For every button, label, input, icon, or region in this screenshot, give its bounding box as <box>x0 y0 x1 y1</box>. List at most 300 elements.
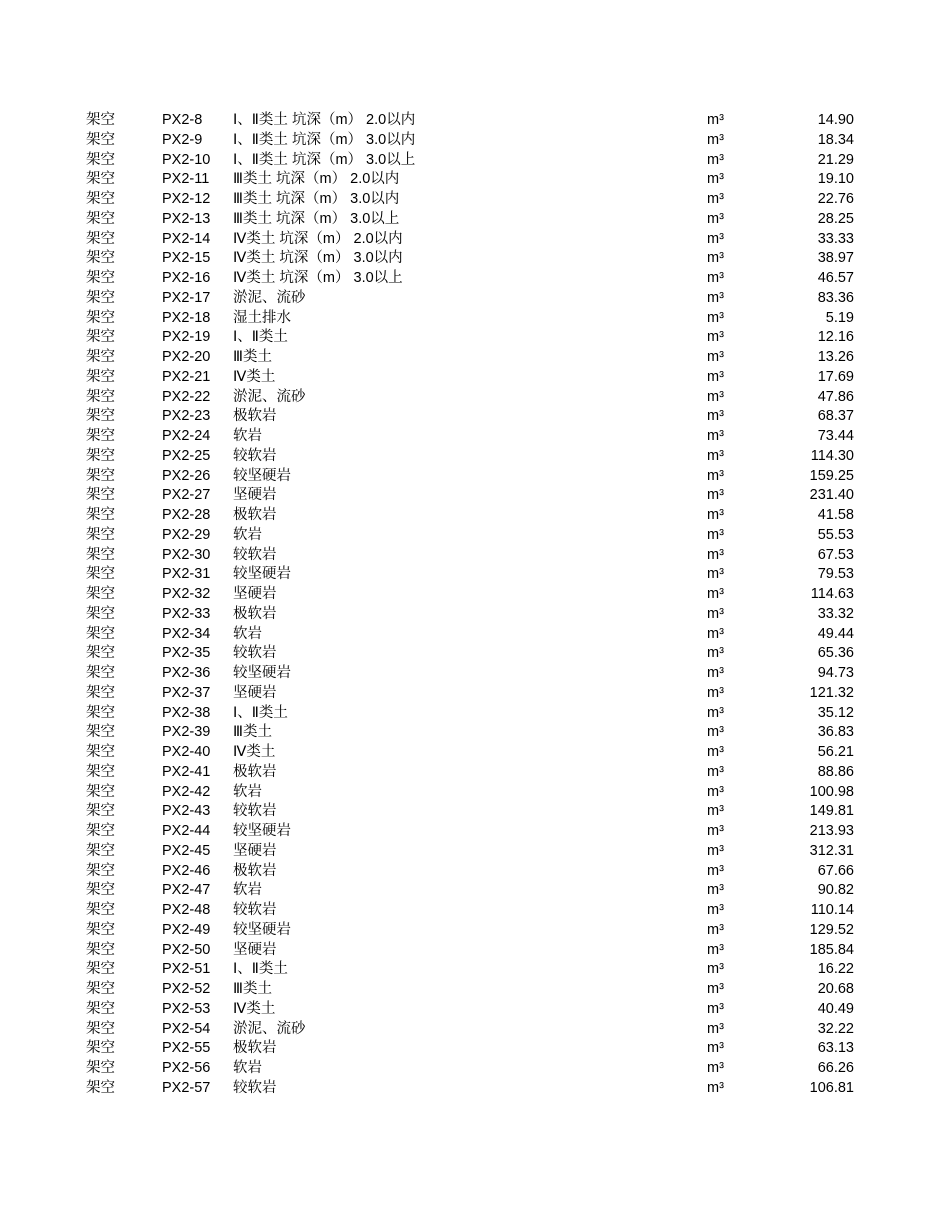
unit-cell: m³ <box>707 862 724 879</box>
unit-cell: m³ <box>707 151 724 168</box>
item-code-cell: PX2-11 <box>162 171 210 188</box>
category-cell: 架空 <box>86 467 115 484</box>
description-cell: 较软岩 <box>233 902 277 918</box>
table-row <box>86 289 866 309</box>
unit-cell: m³ <box>707 1040 724 1057</box>
table-row <box>86 565 866 585</box>
table-row <box>86 625 866 645</box>
table-row <box>86 249 866 269</box>
unit-cell: m³ <box>707 289 724 306</box>
value-cell: 65.36 <box>817 645 854 662</box>
unit-cell: m³ <box>707 625 724 642</box>
category-cell: 架空 <box>86 744 115 760</box>
category-cell: 架空 <box>86 112 115 128</box>
item-code-cell: PX2-17 <box>162 289 211 306</box>
value-cell: 38.97 <box>817 250 854 267</box>
table-row <box>86 230 866 250</box>
value-cell: 56.21 <box>817 744 854 760</box>
category-cell: 架空 <box>86 704 115 721</box>
description-cell: 软岩 <box>233 428 262 444</box>
category-cell: 架空 <box>86 684 115 701</box>
category-cell: 架空 <box>86 1020 115 1037</box>
category-cell: 架空 <box>86 1000 115 1017</box>
item-code-cell: PX2-49 <box>162 921 211 938</box>
unit-cell: m³ <box>707 704 724 721</box>
value-cell: 121.32 <box>809 684 854 701</box>
category-cell: 架空 <box>86 487 115 504</box>
description-cell: 坚硬岩 <box>233 684 277 701</box>
value-cell: 149.81 <box>809 803 854 820</box>
table-row <box>86 960 866 980</box>
value-cell: 68.37 <box>817 408 854 425</box>
unit-cell: m³ <box>707 329 724 346</box>
item-code-cell: PX2-14 <box>162 230 211 247</box>
table-row <box>86 170 866 190</box>
unit-cell: m³ <box>707 1000 724 1017</box>
value-cell: 114.63 <box>810 586 854 602</box>
description-cell: 软岩 <box>233 1060 262 1076</box>
value-cell: 36.83 <box>817 724 854 741</box>
value-cell: 28.25 <box>817 210 854 227</box>
description-cell: 极软岩 <box>233 1040 277 1057</box>
category-cell: 架空 <box>86 902 115 918</box>
value-cell: 213.93 <box>809 823 854 839</box>
table-row <box>86 901 866 921</box>
description-cell: Ⅳ类土 坑深（m） 2.0以内 <box>233 230 403 247</box>
unit-cell: m³ <box>707 210 724 227</box>
category-cell: 架空 <box>86 1040 115 1057</box>
description-cell: 坚硬岩 <box>233 487 277 504</box>
table-row <box>86 348 866 368</box>
item-code-cell: PX2-57 <box>162 1079 211 1096</box>
item-code-cell: PX2-25 <box>162 447 211 464</box>
description-cell: 较坚硬岩 <box>233 921 291 938</box>
unit-cell: m³ <box>707 507 724 523</box>
description-cell: Ⅲ类土 <box>233 981 272 997</box>
value-cell: 19.10 <box>817 171 854 188</box>
item-code-cell: PX2-21 <box>162 368 211 385</box>
unit-cell: m³ <box>707 645 724 662</box>
value-cell: 35.12 <box>817 704 854 721</box>
table-row <box>86 1020 866 1040</box>
value-cell: 49.44 <box>817 625 854 642</box>
value-cell: 33.32 <box>817 605 854 622</box>
item-code-cell: PX2-19 <box>162 329 211 346</box>
description-cell: Ⅲ类土 <box>233 724 272 741</box>
item-code-cell: PX2-53 <box>162 1000 211 1017</box>
category-cell: 架空 <box>86 803 115 820</box>
description-cell: 软岩 <box>233 526 262 543</box>
description-cell: Ⅰ、Ⅱ类土 <box>233 704 288 721</box>
table-row <box>86 822 866 842</box>
unit-cell: m³ <box>707 842 724 859</box>
description-cell: 软岩 <box>233 783 262 800</box>
unit-cell: m³ <box>707 921 724 938</box>
category-cell: 架空 <box>86 586 115 602</box>
table-row <box>86 368 866 388</box>
description-cell: 较坚硬岩 <box>233 566 291 583</box>
item-code-cell: PX2-34 <box>162 625 211 642</box>
item-code-cell: PX2-50 <box>162 941 211 958</box>
table-row <box>86 486 866 506</box>
description-cell: Ⅲ类土 坑深（m） 3.0以内 <box>233 191 400 207</box>
table-row <box>86 388 866 408</box>
table-row <box>86 585 866 605</box>
value-cell: 110.14 <box>810 902 854 918</box>
category-cell: 架空 <box>86 981 115 997</box>
item-code-cell: PX2-32 <box>162 586 211 602</box>
unit-cell: m³ <box>707 961 724 978</box>
item-code-cell: PX2-51 <box>162 961 211 978</box>
description-cell: 极软岩 <box>233 507 277 523</box>
category-cell: 架空 <box>86 270 115 286</box>
description-cell: 淤泥、流砂 <box>233 1020 306 1037</box>
item-code-cell: PX2-35 <box>162 645 211 662</box>
category-cell: 架空 <box>86 1079 115 1096</box>
category-cell: 架空 <box>86 921 115 938</box>
category-cell: 架空 <box>86 408 115 425</box>
table-row <box>86 447 866 467</box>
category-cell: 架空 <box>86 368 115 385</box>
table-row <box>86 783 866 803</box>
value-cell: 55.53 <box>817 526 854 543</box>
table-row <box>86 743 866 763</box>
description-cell: 较软岩 <box>233 546 277 563</box>
value-cell: 47.86 <box>817 388 854 405</box>
unit-cell: m³ <box>707 546 724 563</box>
value-cell: 21.29 <box>817 151 854 168</box>
table-row <box>86 309 866 329</box>
table-row <box>86 723 866 743</box>
item-code-cell: PX2-16 <box>162 270 211 286</box>
category-cell: 架空 <box>86 349 115 365</box>
table-row <box>86 941 866 961</box>
description-cell: 较软岩 <box>233 447 277 464</box>
unit-cell: m³ <box>707 744 724 760</box>
value-cell: 63.13 <box>817 1040 854 1057</box>
description-cell: Ⅰ、Ⅱ类土 <box>233 961 288 978</box>
value-cell: 159.25 <box>809 467 854 484</box>
description-cell: 较坚硬岩 <box>233 823 291 839</box>
description-cell: 较坚硬岩 <box>233 467 291 484</box>
item-code-cell: PX2-9 <box>162 131 203 148</box>
item-code-cell: PX2-42 <box>162 783 211 800</box>
category-cell: 架空 <box>86 763 115 780</box>
unit-cell: m³ <box>707 447 724 464</box>
description-cell: Ⅳ类土 坑深（m） 3.0以内 <box>233 250 403 267</box>
value-cell: 13.26 <box>817 349 854 365</box>
category-cell: 架空 <box>86 526 115 543</box>
category-cell: 架空 <box>86 842 115 859</box>
description-cell: Ⅰ、Ⅱ类土 坑深（m） 3.0以内 <box>233 131 416 148</box>
description-cell: Ⅲ类土 <box>233 349 272 365</box>
category-cell: 架空 <box>86 823 115 839</box>
table-row <box>86 1039 866 1059</box>
table-row <box>86 684 866 704</box>
category-cell: 架空 <box>86 289 115 306</box>
description-cell: Ⅳ类土 <box>233 744 276 760</box>
item-code-cell: PX2-12 <box>162 191 211 207</box>
item-code-cell: PX2-27 <box>162 487 211 504</box>
unit-cell: m³ <box>707 783 724 800</box>
table-row <box>86 151 866 171</box>
description-cell: 极软岩 <box>233 763 277 780</box>
unit-cell: m³ <box>707 724 724 741</box>
category-cell: 架空 <box>86 507 115 523</box>
unit-cell: m³ <box>707 388 724 405</box>
unit-cell: m³ <box>707 250 724 267</box>
item-code-cell: PX2-39 <box>162 724 211 741</box>
description-cell: 坚硬岩 <box>233 842 277 859</box>
category-cell: 架空 <box>86 941 115 958</box>
table-row <box>86 1000 866 1020</box>
category-cell: 架空 <box>86 882 115 899</box>
item-code-cell: PX2-28 <box>162 507 211 523</box>
item-code-cell: PX2-55 <box>162 1040 211 1057</box>
unit-cell: m³ <box>707 408 724 425</box>
unit-cell: m³ <box>707 270 724 286</box>
unit-cell: m³ <box>707 1079 724 1096</box>
item-code-cell: PX2-23 <box>162 408 211 425</box>
value-cell: 129.52 <box>809 921 854 938</box>
item-code-cell: PX2-8 <box>162 112 203 128</box>
item-code-cell: PX2-18 <box>162 309 211 326</box>
table-row <box>86 190 866 210</box>
table-row <box>86 763 866 783</box>
description-cell: Ⅲ类土 坑深（m） 3.0以上 <box>233 210 400 227</box>
category-cell: 架空 <box>86 783 115 800</box>
unit-cell: m³ <box>707 349 724 365</box>
item-code-cell: PX2-48 <box>162 902 211 918</box>
category-cell: 架空 <box>86 625 115 642</box>
table-row <box>86 802 866 822</box>
item-code-cell: PX2-13 <box>162 210 211 227</box>
table-row <box>86 1059 866 1079</box>
category-cell: 架空 <box>86 665 115 681</box>
value-cell: 14.90 <box>817 112 854 128</box>
value-cell: 67.53 <box>817 546 854 563</box>
item-code-cell: PX2-44 <box>162 823 211 839</box>
item-code-cell: PX2-10 <box>162 151 211 168</box>
table-row <box>86 269 866 289</box>
unit-cell: m³ <box>707 902 724 918</box>
item-code-cell: PX2-40 <box>162 744 211 760</box>
description-cell: 较坚硬岩 <box>233 665 291 681</box>
table-row <box>86 328 866 348</box>
item-code-cell: PX2-45 <box>162 842 211 859</box>
item-code-cell: PX2-15 <box>162 250 211 267</box>
category-cell: 架空 <box>86 447 115 464</box>
category-cell: 架空 <box>86 566 115 583</box>
description-cell: 淤泥、流砂 <box>233 289 306 306</box>
unit-cell: m³ <box>707 368 724 385</box>
item-code-cell: PX2-30 <box>162 546 211 563</box>
table-row <box>86 467 866 487</box>
description-cell: 软岩 <box>233 882 262 899</box>
price-table <box>86 111 866 1099</box>
value-cell: 40.49 <box>817 1000 854 1017</box>
unit-cell: m³ <box>707 882 724 899</box>
value-cell: 90.82 <box>817 882 854 899</box>
value-cell: 88.86 <box>817 763 854 780</box>
unit-cell: m³ <box>707 763 724 780</box>
value-cell: 5.19 <box>825 309 854 326</box>
description-cell: 坚硬岩 <box>233 941 277 958</box>
unit-cell: m³ <box>707 665 724 681</box>
table-row <box>86 881 866 901</box>
value-cell: 100.98 <box>809 783 854 800</box>
category-cell: 架空 <box>86 862 115 879</box>
table-row <box>86 427 866 447</box>
category-cell: 架空 <box>86 724 115 741</box>
category-cell: 架空 <box>86 210 115 227</box>
item-code-cell: PX2-56 <box>162 1060 211 1076</box>
category-cell: 架空 <box>86 171 115 188</box>
item-code-cell: PX2-41 <box>162 763 211 780</box>
category-cell: 架空 <box>86 329 115 346</box>
description-cell: Ⅰ、Ⅱ类土 <box>233 329 288 346</box>
value-cell: 22.76 <box>817 191 854 207</box>
description-cell: 淤泥、流砂 <box>233 388 306 405</box>
unit-cell: m³ <box>707 309 724 326</box>
item-code-cell: PX2-22 <box>162 388 211 405</box>
item-code-cell: PX2-38 <box>162 704 211 721</box>
table-row <box>86 842 866 862</box>
value-cell: 67.66 <box>817 862 854 879</box>
item-code-cell: PX2-54 <box>162 1020 211 1037</box>
unit-cell: m³ <box>707 684 724 701</box>
item-code-cell: PX2-36 <box>162 665 211 681</box>
category-cell: 架空 <box>86 428 115 444</box>
category-cell: 架空 <box>86 546 115 563</box>
category-cell: 架空 <box>86 250 115 267</box>
item-code-cell: PX2-46 <box>162 862 211 879</box>
category-cell: 架空 <box>86 388 115 405</box>
item-code-cell: PX2-37 <box>162 684 211 701</box>
value-cell: 106.81 <box>809 1079 854 1096</box>
description-cell: 湿土排水 <box>233 309 291 326</box>
table-row <box>86 506 866 526</box>
value-cell: 46.57 <box>817 270 854 286</box>
unit-cell: m³ <box>707 526 724 543</box>
value-cell: 33.33 <box>817 230 854 247</box>
unit-cell: m³ <box>707 586 724 602</box>
value-cell: 66.26 <box>817 1060 854 1076</box>
table-row <box>86 664 866 684</box>
value-cell: 20.68 <box>817 981 854 997</box>
table-row <box>86 980 866 1000</box>
category-cell: 架空 <box>86 645 115 662</box>
unit-cell: m³ <box>707 566 724 583</box>
unit-cell: m³ <box>707 981 724 997</box>
item-code-cell: PX2-24 <box>162 428 211 444</box>
unit-cell: m³ <box>707 467 724 484</box>
item-code-cell: PX2-33 <box>162 605 211 622</box>
description-cell: 较软岩 <box>233 803 277 820</box>
table-row <box>86 644 866 664</box>
description-cell: 坚硬岩 <box>233 586 277 602</box>
unit-cell: m³ <box>707 131 724 148</box>
value-cell: 41.58 <box>817 507 854 523</box>
table-row <box>86 1079 866 1099</box>
value-cell: 32.22 <box>817 1020 854 1037</box>
description-cell: 软岩 <box>233 625 262 642</box>
unit-cell: m³ <box>707 487 724 504</box>
item-code-cell: PX2-29 <box>162 526 211 543</box>
unit-cell: m³ <box>707 171 724 188</box>
unit-cell: m³ <box>707 803 724 820</box>
value-cell: 114.30 <box>810 447 854 464</box>
description-cell: Ⅳ类土 <box>233 368 276 385</box>
table-row <box>86 704 866 724</box>
table-row <box>86 862 866 882</box>
table-row <box>86 526 866 546</box>
value-cell: 231.40 <box>809 487 854 504</box>
value-cell: 17.69 <box>817 368 854 385</box>
item-code-cell: PX2-31 <box>162 566 211 583</box>
item-code-cell: PX2-43 <box>162 803 211 820</box>
value-cell: 185.84 <box>809 941 854 958</box>
category-cell: 架空 <box>86 1060 115 1076</box>
unit-cell: m³ <box>707 823 724 839</box>
unit-cell: m³ <box>707 1020 724 1037</box>
unit-cell: m³ <box>707 1060 724 1076</box>
category-cell: 架空 <box>86 961 115 978</box>
description-cell: 极软岩 <box>233 408 277 425</box>
description-cell: Ⅰ、Ⅱ类土 坑深（m） 3.0以上 <box>233 151 416 168</box>
item-code-cell: PX2-26 <box>162 467 211 484</box>
description-cell: 较软岩 <box>233 1079 277 1096</box>
category-cell: 架空 <box>86 605 115 622</box>
value-cell: 94.73 <box>817 665 854 681</box>
category-cell: 架空 <box>86 309 115 326</box>
table-row <box>86 111 866 131</box>
value-cell: 18.34 <box>817 131 854 148</box>
value-cell: 73.44 <box>817 428 854 444</box>
description-cell: 极软岩 <box>233 605 277 622</box>
description-cell: 较软岩 <box>233 645 277 662</box>
table-row <box>86 131 866 151</box>
description-cell: Ⅰ、Ⅱ类土 坑深（m） 2.0以内 <box>233 112 416 128</box>
table-row <box>86 407 866 427</box>
unit-cell: m³ <box>707 428 724 444</box>
value-cell: 12.16 <box>817 329 854 346</box>
description-cell: Ⅳ类土 <box>233 1000 276 1017</box>
unit-cell: m³ <box>707 230 724 247</box>
value-cell: 16.22 <box>817 961 854 978</box>
category-cell: 架空 <box>86 191 115 207</box>
unit-cell: m³ <box>707 941 724 958</box>
item-code-cell: PX2-20 <box>162 349 211 365</box>
table-row <box>86 546 866 566</box>
description-cell: 极软岩 <box>233 862 277 879</box>
category-cell: 架空 <box>86 131 115 148</box>
description-cell: Ⅳ类土 坑深（m） 3.0以上 <box>233 270 403 286</box>
item-code-cell: PX2-52 <box>162 981 211 997</box>
item-code-cell: PX2-47 <box>162 882 211 899</box>
category-cell: 架空 <box>86 230 115 247</box>
unit-cell: m³ <box>707 605 724 622</box>
unit-cell: m³ <box>707 112 724 128</box>
table-row <box>86 921 866 941</box>
value-cell: 79.53 <box>817 566 854 583</box>
category-cell: 架空 <box>86 151 115 168</box>
table-row <box>86 210 866 230</box>
value-cell: 312.31 <box>809 842 854 859</box>
description-cell: Ⅲ类土 坑深（m） 2.0以内 <box>233 171 400 188</box>
unit-cell: m³ <box>707 191 724 207</box>
table-row <box>86 605 866 625</box>
